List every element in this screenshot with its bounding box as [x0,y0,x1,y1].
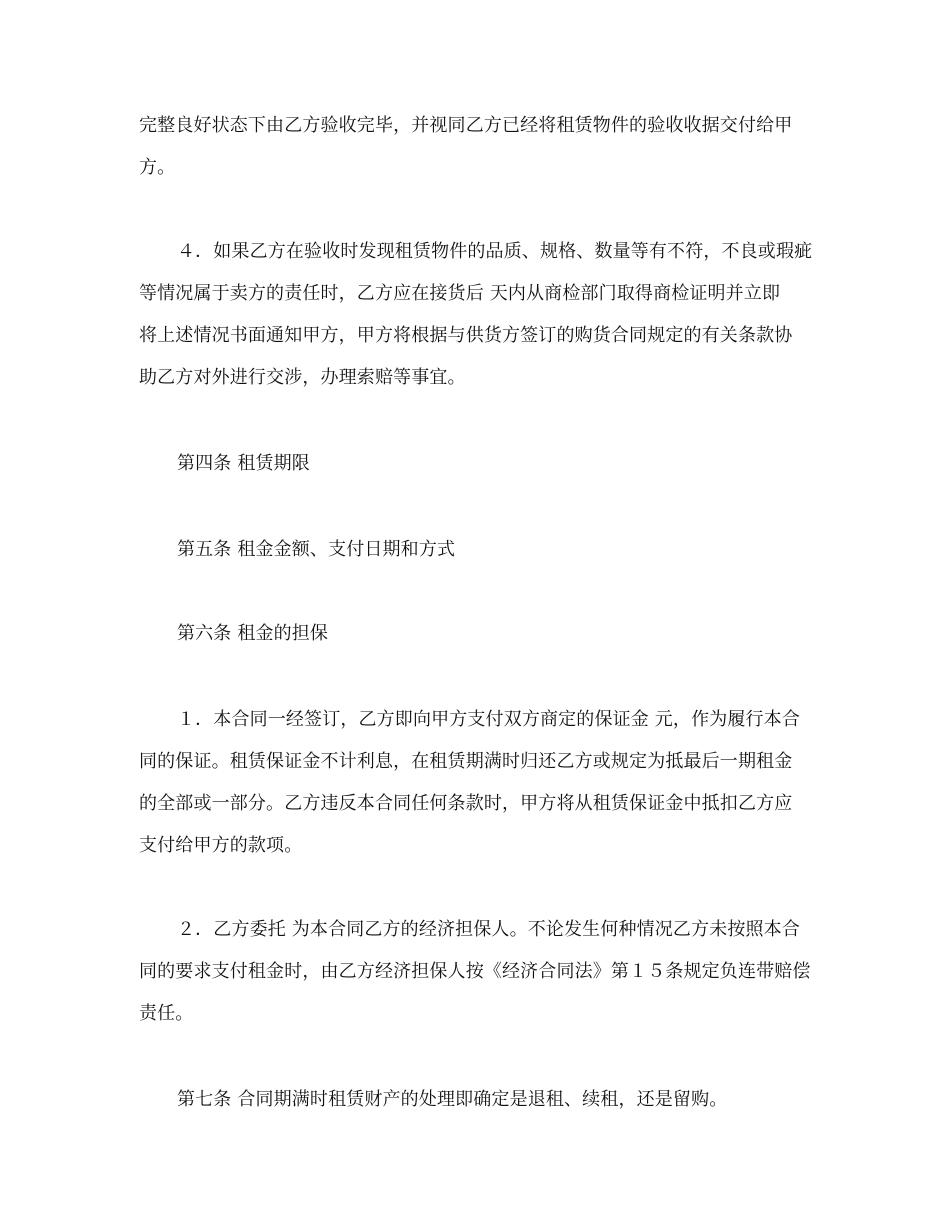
article-heading: 第五条 租金金额、支付日期和方式 [177,539,456,560]
paragraph-line: 方。 [139,157,176,178]
paragraph-line: 完整良好状态下由乙方验收完毕，并视同乙方已经将租赁物件的验收收据交付给甲 [139,115,793,136]
paragraph-line: ４．如果乙方在验收时发现租赁物件的品质、规格、数量等有不符，不良或瑕疵 [177,241,813,262]
paragraph-line: 责任。 [139,1003,194,1024]
paragraph-line: １．本合同一经签订，乙方即向甲方支付双方商定的保证金 元，作为履行本合 [177,709,800,730]
paragraph-line: 的全部或一部分。乙方违反本合同任何条款时，甲方将从租赁保证金中抵扣乙方应 [139,793,793,814]
paragraph-line: 支付给甲方的款项。 [139,835,303,856]
article-heading: 第六条 租金的担保 [177,623,329,644]
paragraph-line: 同的保证。租赁保证金不计利息，在租赁期满时归还乙方或规定为抵最后一期租金 [139,751,793,772]
article-heading: 第四条 租赁期限 [177,453,310,474]
paragraph-line: ２．乙方委托 为本合同乙方的经济担保人。不论发生何种情况乙方未按照本合 [177,919,800,940]
paragraph-line: 同的要求支付租金时，由乙方经济担保人按《经济合同法》第１５条规定负连带赔偿 [139,961,811,982]
paragraph-line: 助乙方对外进行交涉，办理索赔等事宜。 [139,367,466,388]
article-heading: 第七条 合同期满时租赁财产的处理即确定是退租、续租，还是留购。 [177,1089,728,1110]
paragraph-line: 将上述情况书面通知甲方，甲方将根据与供货方签订的购货合同规定的有关条款协 [139,325,793,346]
paragraph-line: 等情况属于卖方的责任时，乙方应在接货后 天内从商检部门取得商检证明并立即 [139,283,781,304]
